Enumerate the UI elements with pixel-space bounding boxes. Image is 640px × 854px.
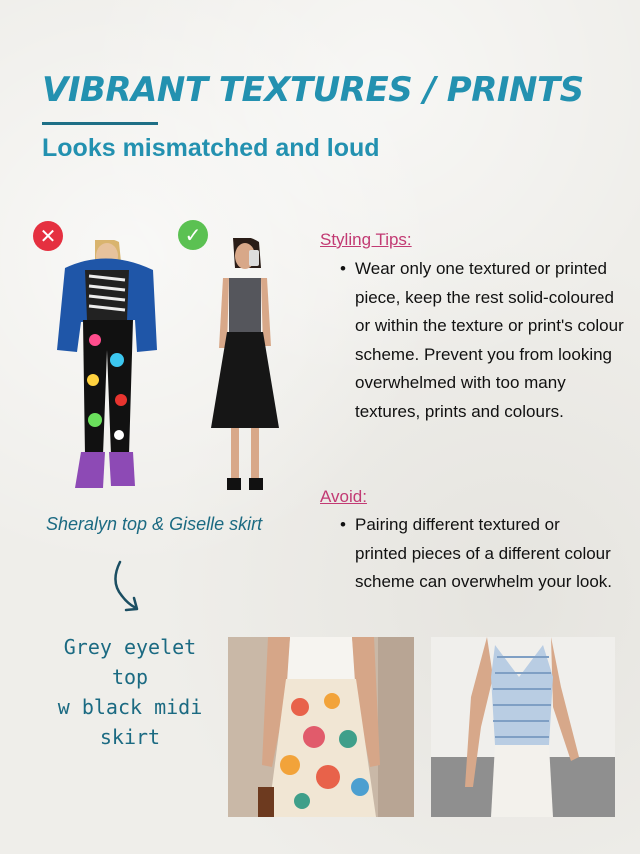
grey-eyelet-top-outfit-image <box>205 238 285 493</box>
curved-arrow-icon <box>104 560 148 616</box>
title-underline <box>42 122 158 125</box>
avoid-heading: Avoid: <box>320 487 367 506</box>
list-item: • Wear only one textured or printed piece, keep the rest solid-coloured or within the texture or print's colour scheme. Prevent you from looking overwhelmed with too many textures, prints and colours. <box>335 255 625 426</box>
handwritten-caption-line: Grey eyelet top <box>63 635 197 689</box>
cross-icon: ✕ <box>33 221 63 251</box>
check-icon: ✓ <box>178 220 208 250</box>
outfit-caption: Sheralyn top & Giselle skirt <box>46 514 263 534</box>
striped-vest-photo <box>431 637 615 817</box>
mismatched-outfit-image <box>55 240 160 490</box>
avoid-list <box>335 511 615 597</box>
handwritten-caption <box>40 632 220 752</box>
list-item: • Pairing different textured or printed pieces of a different colour scheme can overwhelm your look. <box>335 511 615 597</box>
page-title: VIBRANT TEXTURES / PRINTS <box>42 70 584 110</box>
handwritten-caption-line: w black midi <box>57 695 203 719</box>
handwritten-caption-line: skirt <box>99 725 161 749</box>
styling-tips-heading: Styling Tips: <box>320 230 412 249</box>
floral-skirt-photo <box>228 637 414 817</box>
styling-tips-list <box>335 255 625 426</box>
page-subtitle: Looks mismatched and loud <box>42 134 380 162</box>
